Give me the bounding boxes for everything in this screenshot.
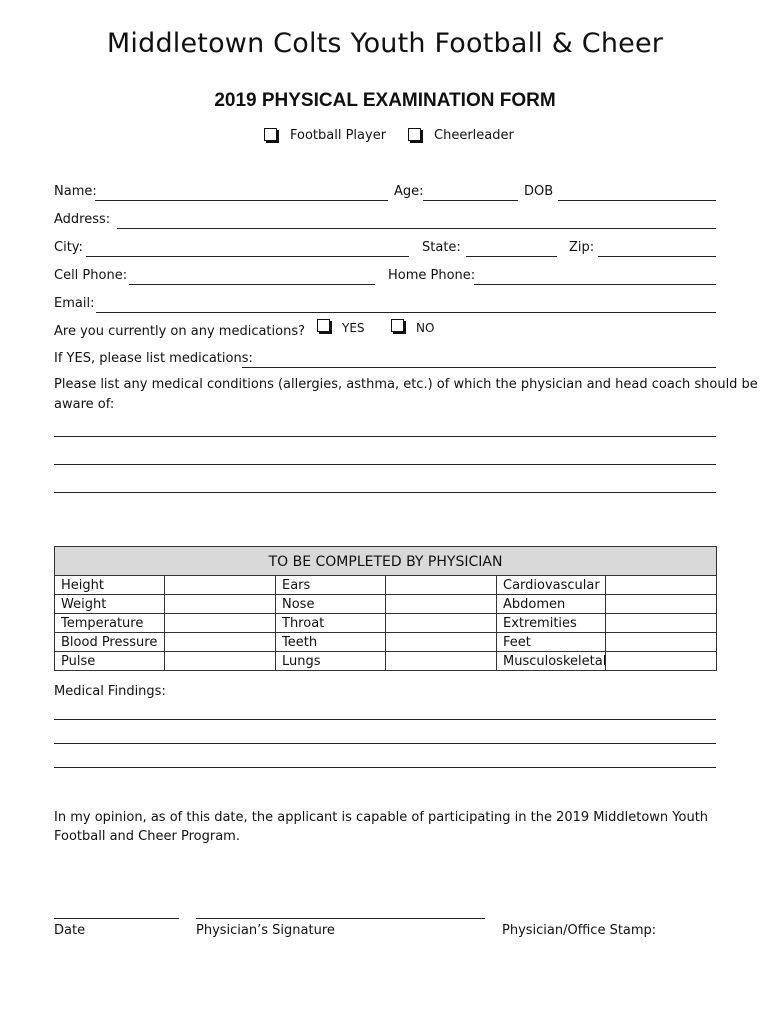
physician-table: [54, 546, 717, 671]
medication-list-field[interactable]: [242, 367, 716, 368]
dob-label: DOB: [524, 184, 554, 199]
table-cell-label: Feet: [497, 633, 606, 652]
table-row: [55, 652, 717, 671]
city-field[interactable]: [86, 256, 409, 257]
table-row: [55, 595, 717, 614]
medication-list-label: If YES, please list medications:: [54, 351, 253, 366]
extremities-value-cell[interactable]: [606, 614, 717, 633]
table-row: [55, 576, 717, 595]
table-cell-label: Abdomen: [497, 595, 606, 614]
state-label: State:: [422, 240, 461, 255]
physician-signature-label: Physician’s Signature: [196, 923, 335, 938]
name-label: Name:: [54, 184, 97, 199]
weight-value-cell[interactable]: [165, 595, 276, 614]
home-phone-field[interactable]: [474, 284, 716, 285]
table-cell-label: Nose: [276, 595, 386, 614]
office-stamp-label: Physician/Office Stamp:: [502, 923, 657, 938]
feet-value-cell[interactable]: [606, 633, 717, 652]
nose-value-cell[interactable]: [386, 595, 497, 614]
dob-field[interactable]: [558, 200, 716, 201]
medications-yes-checkbox[interactable]: [317, 319, 330, 332]
cell-phone-label: Cell Phone:: [54, 268, 128, 283]
address-label: Address:: [54, 212, 111, 227]
date-signature-line[interactable]: [54, 918, 179, 919]
address-field[interactable]: [117, 228, 716, 229]
table-row: [55, 614, 717, 633]
table-cell-label: Blood Pressure: [55, 633, 165, 652]
football-player-checkbox[interactable]: [264, 128, 277, 141]
medications-no-label: NO: [416, 321, 435, 335]
findings-line-1[interactable]: [54, 719, 716, 720]
medications-no-checkbox[interactable]: [391, 319, 404, 332]
conditions-prompt-line2: aware of:: [54, 397, 115, 412]
pulse-value-cell[interactable]: [165, 652, 276, 671]
cheerleader-checkbox[interactable]: [408, 128, 421, 141]
home-phone-label: Home Phone:: [388, 268, 476, 283]
table-cell-label: Pulse: [55, 652, 165, 671]
conditions-prompt-line1: Please list any medical conditions (allergies, asthma, etc.) of which the physician and head coach should be: [54, 377, 758, 392]
date-label: Date: [54, 923, 86, 938]
table-cell-label: Teeth: [276, 633, 386, 652]
email-label: Email:: [54, 296, 95, 311]
physician-table-heading: TO BE COMPLETED BY PHYSICIAN: [55, 547, 717, 576]
medications-question: Are you currently on any medications?: [54, 324, 306, 339]
lungs-value-cell[interactable]: [386, 652, 497, 671]
opinion-statement-line2: Football and Cheer Program.: [54, 829, 240, 844]
table-row: [55, 633, 717, 652]
name-field[interactable]: [95, 200, 388, 201]
opinion-statement-line1: In my opinion, as of this date, the applicant is capable of participating in the 2019 Middletown Youth: [54, 810, 709, 825]
medications-yes-label: YES: [342, 321, 365, 335]
abdomen-value-cell[interactable]: [606, 595, 717, 614]
cell-phone-field[interactable]: [129, 284, 375, 285]
conditions-line-1[interactable]: [54, 436, 716, 437]
findings-line-2[interactable]: [54, 743, 716, 744]
table-cell-label: Lungs: [276, 652, 386, 671]
throat-value-cell[interactable]: [386, 614, 497, 633]
blood-pressure-value-cell[interactable]: [165, 633, 276, 652]
email-field[interactable]: [96, 312, 716, 313]
form-title: 2019 PHYSICAL EXAMINATION FORM: [214, 90, 556, 111]
age-field[interactable]: [423, 200, 518, 201]
table-cell-label: Ears: [276, 576, 386, 595]
teeth-value-cell[interactable]: [386, 633, 497, 652]
musculoskeletal-value-cell[interactable]: [606, 652, 717, 671]
zip-field[interactable]: [598, 256, 716, 257]
temperature-value-cell[interactable]: [165, 614, 276, 633]
cheerleader-label: Cheerleader: [434, 128, 514, 143]
state-field[interactable]: [466, 256, 557, 257]
conditions-line-2[interactable]: [54, 464, 716, 465]
table-cell-label: Temperature: [55, 614, 165, 633]
table-cell-label: Cardiovascular: [497, 576, 606, 595]
height-value-cell[interactable]: [165, 576, 276, 595]
age-label: Age:: [394, 184, 424, 199]
city-label: City:: [54, 240, 83, 255]
physician-signature-line[interactable]: [196, 918, 485, 919]
football-player-label: Football Player: [290, 128, 387, 143]
findings-line-3[interactable]: [54, 767, 716, 768]
medical-findings-label: Medical Findings:: [54, 684, 166, 699]
table-cell-label: Weight: [55, 595, 165, 614]
table-cell-label: Throat: [276, 614, 386, 633]
conditions-line-3[interactable]: [54, 492, 716, 493]
zip-label: Zip:: [569, 240, 595, 255]
table-cell-label: Extremities: [497, 614, 606, 633]
table-cell-label: Height: [55, 576, 165, 595]
table-cell-label: Musculoskeletal: [497, 652, 606, 671]
org-title: Middletown Colts Youth Football & Cheer: [106, 28, 664, 59]
ears-value-cell[interactable]: [386, 576, 497, 595]
cardiovascular-value-cell[interactable]: [606, 576, 717, 595]
